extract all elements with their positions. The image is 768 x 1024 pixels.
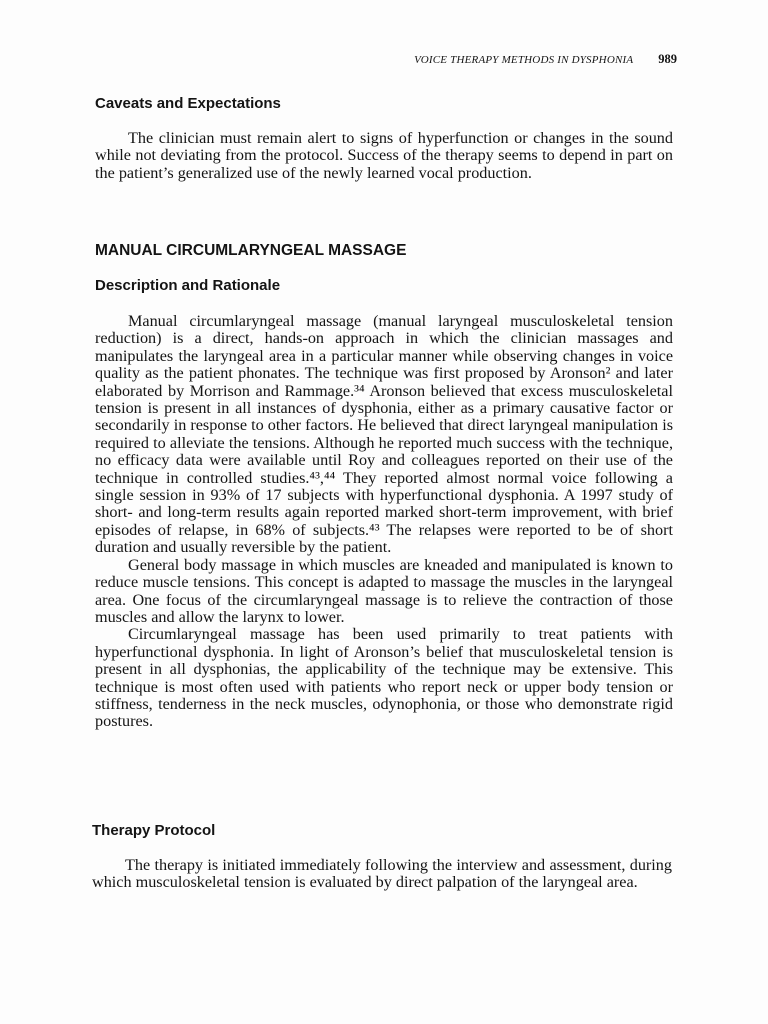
description-paragraph-1: Manual circumlaryngeal massage (manual laryngeal musculoskeletal tension reduction) is a direct, hands-on approach in which the clinician massages and manipulates the laryngeal area in a particular manner while observing changes in voice quality as the patient phonates. The technique was first proposed by Aronson² and later elaborated by Morrison and Rammage.³⁴ Aronson believed that excess musculoskeletal tension is present in all instances of dysphonia, either as a primary causative factor or secondarily in response to other factors. He believed that direct laryngeal manipulation is required to alleviate the tensions. Although he reported much success with the technique, no efficacy data were available until Roy and colleagues reported on their use of the technique in controlled studies.⁴³,⁴⁴ They reported almost normal voice following a single session in 93% of 17 subjects with hyperfunctional dysphonia. A 1997 study of short- and long-term results again reported marked short-term improvement, with brief episodes of relapse, in 68% of subjects.⁴³ The relapses were reported to be of short duration and usually reversible by the patient. (95, 312, 673, 557)
caveats-body (95, 130, 673, 182)
description-body (95, 313, 673, 731)
description-paragraph-2: General body massage in which muscles are kneaded and manipulated is known to reduce muscle tensions. This concept is adapted to massage the muscles in the laryngeal area. One focus of the circumlaryngeal massage is to relieve the contraction of those muscles and allow the larynx to lower. (95, 555, 673, 626)
protocol-heading: Therapy Protocol (92, 822, 216, 839)
caveats-paragraph-1: The clinician must remain alert to signs of hyperfunction or changes in the sound while not deviating from the protocol. Success of the therapy seems to depend in part on the patient’s generalized use of the newly learned vocal production. (95, 129, 673, 182)
description-heading: Description and Rationale (95, 277, 281, 294)
description-paragraph-3: Circumlaryngeal massage has been used primarily to treat patients with hyperfunctional dysphonia. In light of Aronson’s belief that musculoskeletal tension is present in all dysphonias, the applicability of the technique may be extensive. This technique is most often used with patients who report neck or upper body tension or stiffness, tenderness in the neck muscles, odynophonia, or those who demonstrate rigid postures. (95, 625, 673, 731)
running-head (300, 52, 677, 70)
page-number: 989 (658, 52, 677, 66)
protocol-body (92, 857, 672, 892)
section-heading: MANUAL CIRCUMLARYNGEAL MASSAGE (95, 242, 407, 259)
protocol-paragraph-1: The therapy is initiated immediately following the interview and assessment, during which musculoskeletal tension is evaluated by direct palpation of the laryngeal area. (92, 856, 672, 892)
running-head-title: VOICE THERAPY METHODS IN DYSPHONIA (414, 54, 634, 66)
caveats-heading: Caveats and Expectations (95, 95, 281, 112)
